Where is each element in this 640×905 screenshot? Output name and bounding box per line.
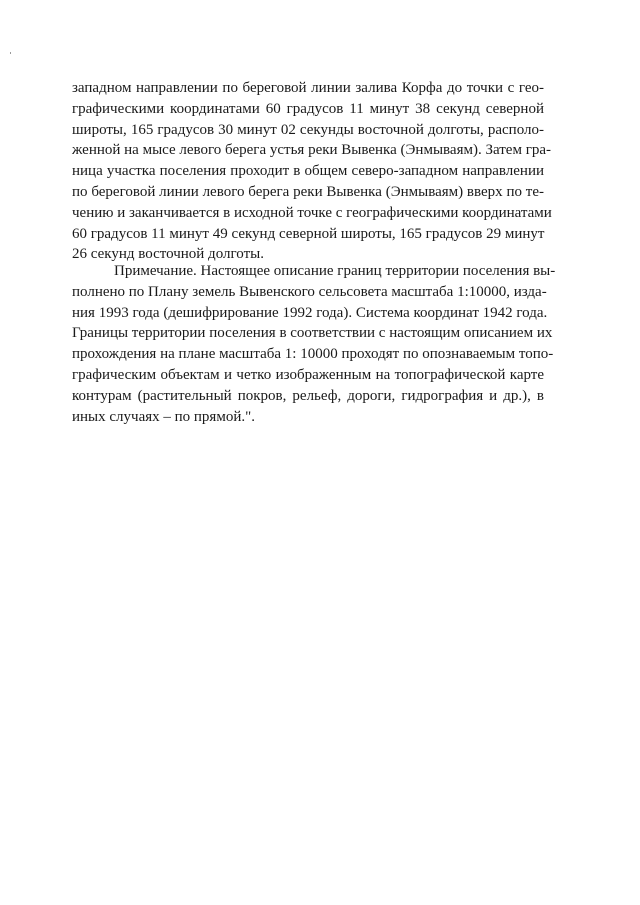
text-line: Границы территории поселения в соответствии с настоящим описанием их <box>72 325 553 342</box>
text-line: женной на мысе левого берега устья реки Вывенка (Энмываям). Затем гра- <box>72 142 551 159</box>
text-line: Примечание. Настоящее описание границ территории поселения вы- <box>114 263 556 279</box>
text-line: ница участка поселения проходит в общем северо-западном направлении <box>72 163 544 180</box>
text-line: контурам (растительный покров, рельеф, дороги, гидрография и др.), в <box>72 387 544 404</box>
text-line: 60 градусов 11 минут 49 секунд северной широты, 165 градусов 29 минут <box>72 225 545 242</box>
text-line: прохождения на плане масштаба 1: 10000 проходят по опознаваемым топо- <box>72 346 554 363</box>
text-line: по береговой линии левого берега реки Вывенка (Энмываям) вверх по те- <box>72 183 544 200</box>
scan-speck <box>10 52 11 54</box>
text-line: полнено по Плану земель Вывенского сельсовета масштаба 1:10000, изда- <box>72 283 547 300</box>
text-line: чению и заканчивается в исходной точке с географическими координатами <box>72 204 552 221</box>
text-line: широты, 165 градусов 30 минут 02 секунды восточной долготы, располо- <box>72 121 544 138</box>
paragraph-boundary-description <box>72 78 552 265</box>
text-line: графическим объектам и четко изображенным на топографической карте <box>72 366 544 383</box>
paragraph-note <box>72 261 556 427</box>
text-line: ния 1993 года (дешифрирование 1992 года). Система координат 1942 года. <box>72 304 548 321</box>
text-line: западном направлении по береговой линии залива Корфа до точки с гео- <box>72 80 544 96</box>
text-line: графическими координатами 60 градусов 11 минут 38 секунд северной <box>72 100 544 117</box>
text-line: 26 секунд восточной долготы. <box>72 246 264 263</box>
text-line: иных случаях – по прямой.". <box>72 408 255 425</box>
